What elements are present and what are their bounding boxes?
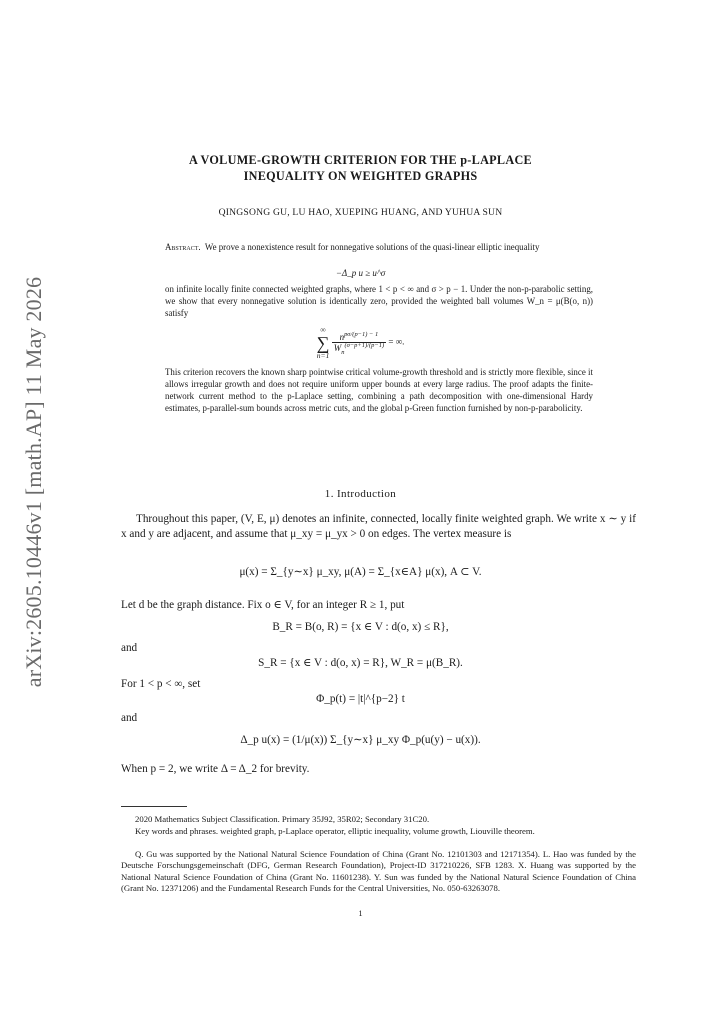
footnote-keywords: Key words and phrases. weighted graph, p-Laplace operator, elliptic inequality, volume growth, Liouville theorem.	[135, 826, 535, 836]
equation-ball: B_R = B(o, R) = {x ∈ V : d(o, x) ≤ R},	[272, 621, 449, 633]
intro-paragraph-3	[121, 677, 636, 692]
abstract-para-3	[165, 366, 593, 414]
abstract-text-3: This criterion recovers the known sharp pointwise critical volume-growth threshold and is strictly more flexible, since it allows irregular growth and does not require uniform upper bounds at every large radius. The proof adapts the finite-network current method to the p-Laplace setting, combining a path decomposition with one-dimensional Hardy estimates, p-parallel-sum bounds across metric cuts, and the global p-Green function furnished by non-p-parabolicity.	[165, 367, 593, 413]
equation-sphere: S_R = {x ∈ V : d(o, x) = R}, W_R = μ(B_R).	[258, 657, 463, 669]
equation-phi: Φ_p(t) = |t|^{p−2} t	[316, 693, 405, 705]
arxiv-identifier: arXiv:2605.10446v1 [math.AP] 11 May 2026	[21, 276, 46, 688]
page-number: 1	[358, 908, 363, 918]
sum-equals: = ∞.	[388, 336, 405, 347]
author-list: QINGSONG GU, LU HAO, XUEPING HUANG, AND YUHUA SUN	[218, 207, 503, 218]
intro-paragraph-1	[121, 512, 636, 542]
footnote-funding: Q. Gu was supported by the National Natural Science Foundation of China (Grant No. 12101303 and 12171354). L. Hao was funded by the Deutsche Forschungsgemeinschaft (DFG, German Research Foundation), Project-ID 317210226, SFB 1283. X. Huang was supported by the National Natural Science Foundation of China (Grant No. 11601238). Y. Sun was funded by the National Natural Science Foundation of China (Grant No. 12371206) and the Fundamental Research Funds for the Central Universities, No. 050-63263078.	[121, 849, 636, 894]
sum-fraction: $\frac{n^{p\sigma/(p-1) - 1}}{W_n^{(\sigma-p+1)/(p-1)}}$	[333, 331, 385, 356]
intro-text-3: For 1 < p < ∞, set	[121, 678, 201, 690]
abstract-sum-condition	[0, 326, 721, 359]
and-text-2: and	[121, 712, 138, 724]
intro-text-4: When p = 2, we write Δ = Δ_2 for brevity.	[121, 763, 310, 775]
intro-text-2: Let d be the graph distance. Fix o ∈ V, for an integer R ≥ 1, put	[121, 599, 405, 611]
sum-symbol: ∞ ∑ n=1	[316, 325, 330, 360]
abstract-label: Abstract.	[165, 242, 201, 252]
equation-p-laplacian: Δ_p u(x) = (1/μ(x)) Σ_{y∼x} μ_xy Φ_p(u(y) − u(x)).	[240, 734, 481, 746]
intro-paragraph-2	[121, 598, 636, 613]
intro-text-1: Throughout this paper, (V, E, μ) denotes an infinite, connected, locally finite weighted graph. We write x ∼ y if x and y are adjacent, and assume that μ_xy = μ_yx > 0 on edges. The vertex measure is	[121, 513, 636, 540]
abstract-para-2	[165, 283, 593, 319]
abstract-text-1: We prove a nonexistence result for nonnegative solutions of the quasi-linear elliptic inequality	[204, 242, 540, 252]
section-heading: 1. Introduction	[324, 488, 397, 500]
footnote-rule	[121, 806, 187, 807]
footnote-msc: 2020 Mathematics Subject Classification. Primary 35J92, 35R02; Secondary 31C20.	[135, 814, 430, 824]
abstract-para-1	[165, 241, 593, 253]
title-line-2: INEQUALITY ON WEIGHTED GRAPHS	[243, 169, 478, 183]
abstract-inequality: −Δ_p u ≥ u^σ	[335, 268, 386, 278]
paper-title	[0, 152, 721, 184]
and-text-1: and	[121, 642, 138, 654]
title-line-1: A VOLUME-GROWTH CRITERION FOR THE p-LAPLACE	[188, 153, 532, 167]
intro-paragraph-4	[121, 762, 636, 777]
equation-measure: μ(x) = Σ_{y∼x} μ_xy, μ(A) = Σ_{x∈A} μ(x), A ⊂ V.	[239, 566, 482, 578]
abstract-text-2: on infinite locally finite connected weighted graphs, where 1 < p < ∞ and σ > p − 1. Under the non-p-parabolic setting, we show that every nonnegative solution is identically zero, provided the weighted ball volumes W_n = μ(B(o, n)) satisfy	[165, 284, 593, 318]
